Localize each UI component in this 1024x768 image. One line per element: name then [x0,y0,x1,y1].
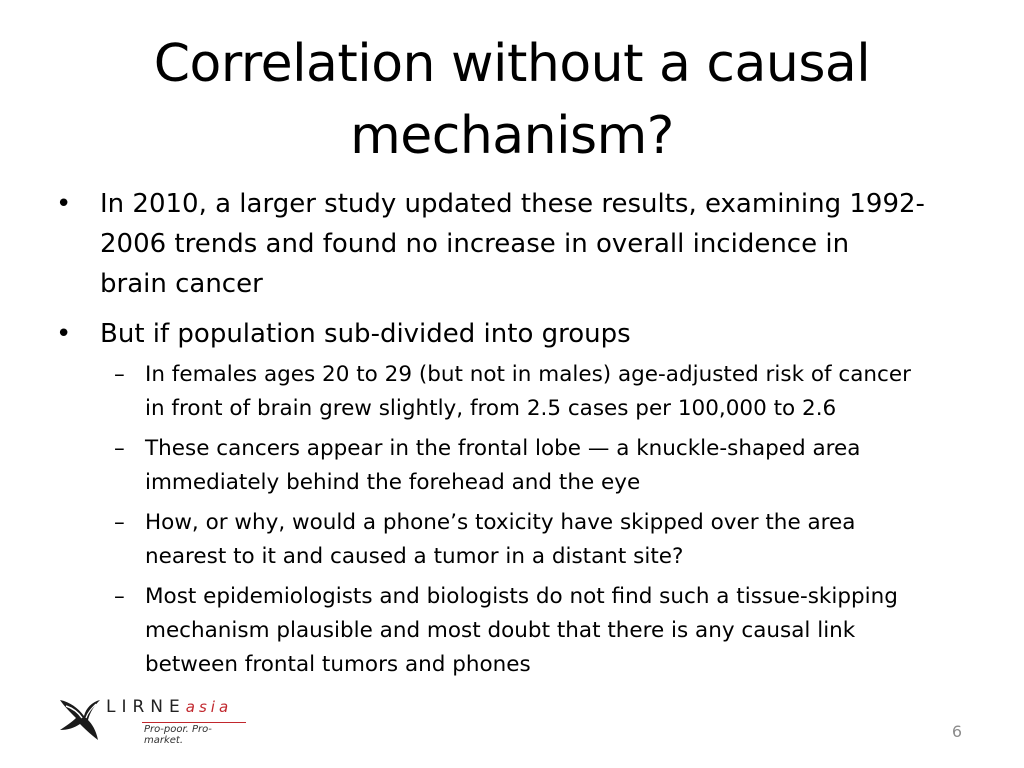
sub-bullet-marker: – [114,584,125,609]
bullet-text-line: In 2010, a larger study updated these results, examining 1992- [100,189,925,219]
sub-bullet-item [56,432,976,500]
page-number: 6 [951,722,962,741]
bullet-text-line: brain cancer [100,269,263,299]
sub-bullet-text-line: nearest to it and caused a tumor in a distant site? [145,544,684,569]
bullet-marker: • [56,319,72,349]
lirneasia-bird-logo-icon [56,694,110,744]
slide-title-line: mechanism? [350,106,674,166]
sub-bullet-item [56,506,976,574]
sub-bullet-text-line: How, or why, would a phone’s toxicity have skipped over the area [145,510,856,535]
sub-bullet-text-line: Most epidemiologists and biologists do not find such a tissue-skipping [145,584,898,609]
slide-title-line: Correlation without a causal [153,34,871,94]
logo-wordmark-main: LIRNE [106,697,186,717]
sub-bullet-text-line: These cancers appear in the frontal lobe — a knuckle-shaped area [145,436,861,461]
bullet-text-line: But if population sub-divided into groups [100,319,631,349]
bullet-text-line: 2006 trends and found no increase in overall incidence in [100,229,850,259]
sub-bullet-text-line: immediately behind the forehead and the eye [145,470,641,495]
sub-bullet-text-line: between frontal tumors and phones [145,652,531,677]
bullet-item [56,184,976,304]
bullet-item [56,314,976,354]
slide-body [56,184,976,688]
sub-bullet-text-line: in front of brain grew slightly, from 2.5 cases per 100,000 to 2.6 [145,396,837,421]
logo-tagline: Pro-poor. Pro-market. [144,724,212,746]
sub-bullet-text-line: mechanism plausible and most doubt that there is any causal link [145,618,856,643]
slide-title [60,28,964,172]
sub-bullet-marker: – [114,362,125,387]
sub-bullet-marker: – [114,436,125,461]
lirneasia-logo [56,694,246,744]
sub-bullet-text-line: In females ages 20 to 29 (but not in males) age-adjusted risk of cancer [145,362,911,387]
bullet-marker: • [56,189,72,219]
logo-divider [142,722,246,723]
sub-bullet-list [56,358,976,682]
logo-wordmark [106,697,232,717]
sub-bullet-item [56,580,976,682]
sub-bullet-marker: – [114,510,125,535]
logo-wordmark-suffix: asia [185,698,233,716]
sub-bullet-item [56,358,976,426]
